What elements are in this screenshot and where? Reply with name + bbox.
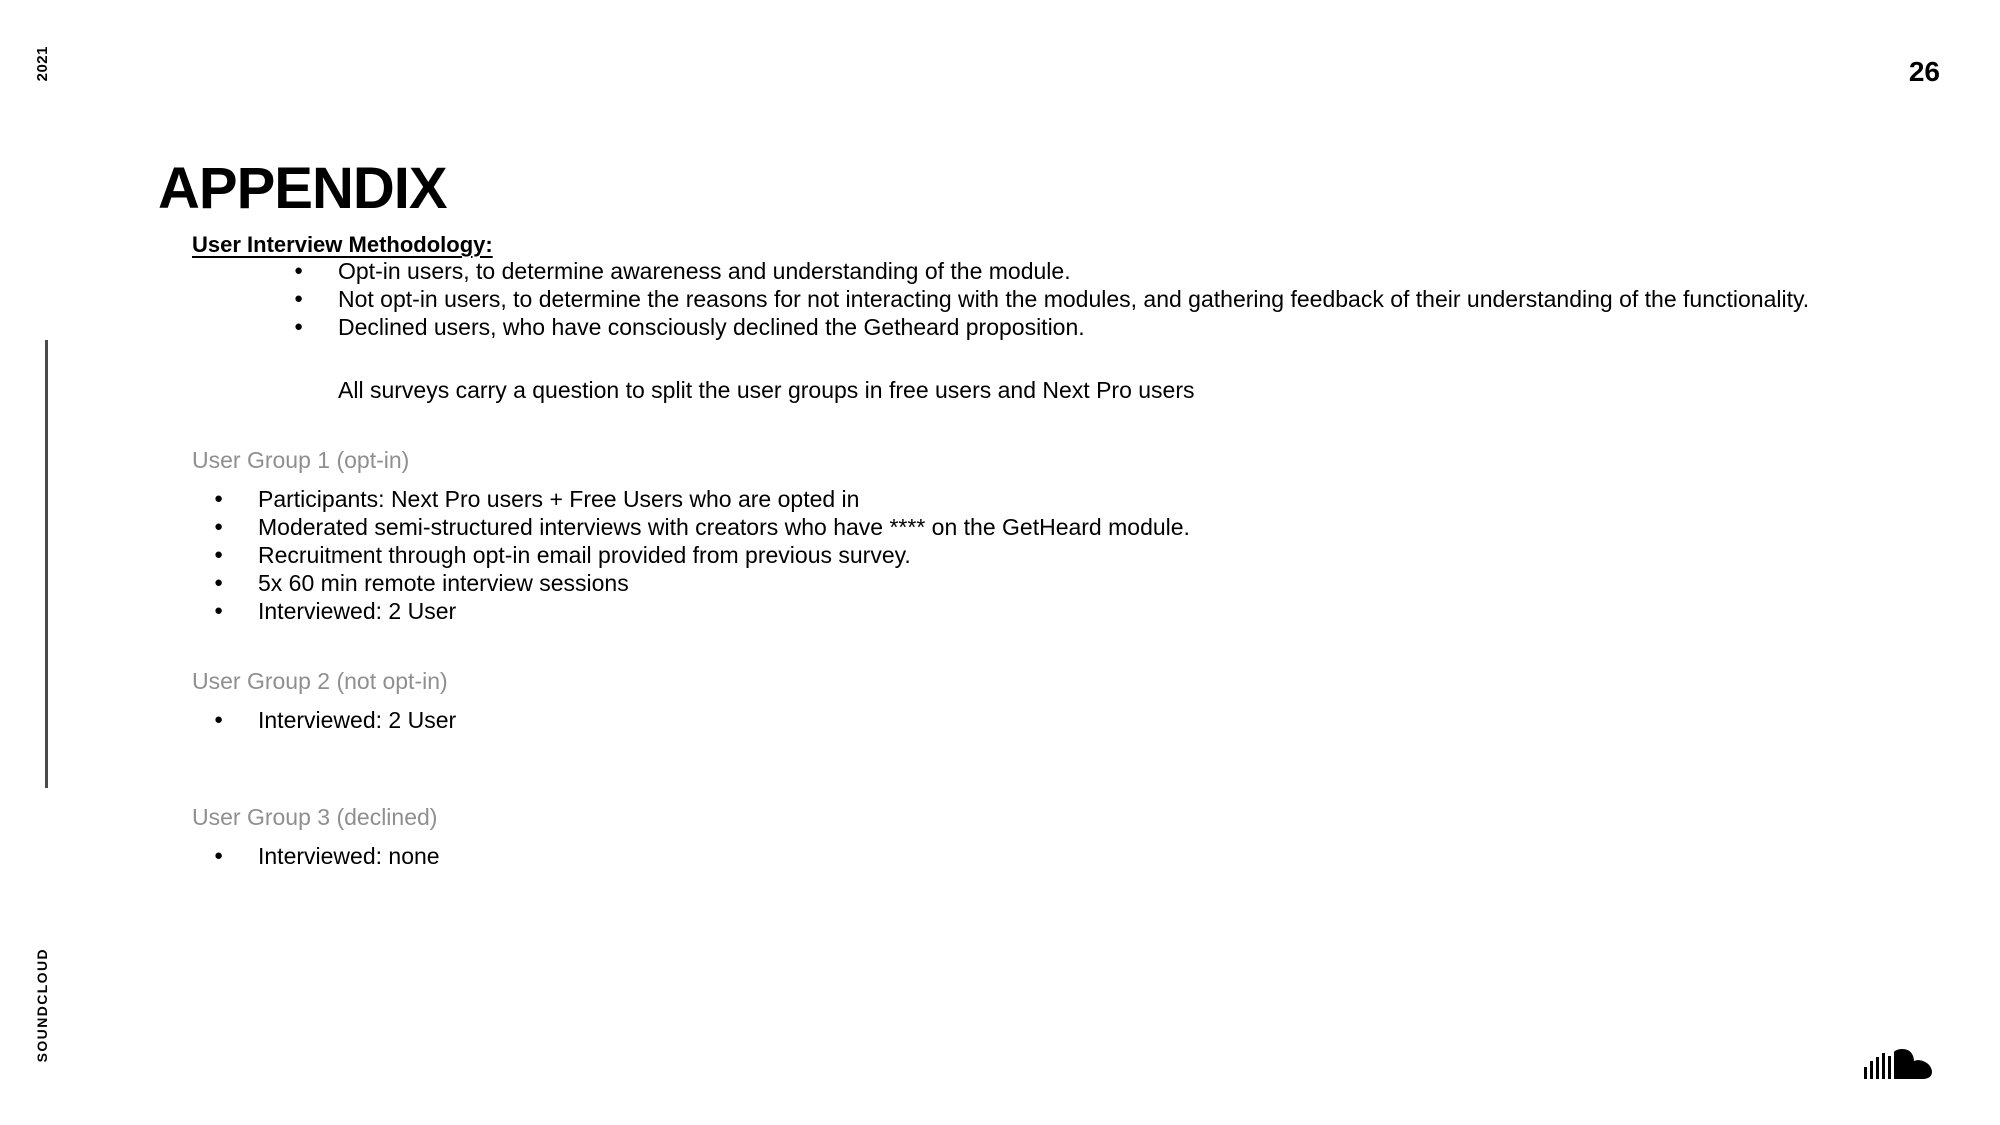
group-label-2: User Group 2 (not opt-in) bbox=[192, 667, 448, 694]
group-label-1: User Group 1 (opt-in) bbox=[192, 446, 410, 473]
slide-content bbox=[192, 232, 1892, 871]
list-item: ● Opt-in users, to determine awareness and understanding of the module. bbox=[272, 258, 1892, 285]
vertical-divider bbox=[45, 340, 48, 788]
list-item: ● Moderated semi-structured interviews with creators who have **** on the GetHeard module. bbox=[192, 514, 1892, 541]
year-marker: 2021 bbox=[34, 46, 51, 82]
brand-marker: SOUNDCLOUD bbox=[34, 948, 50, 1063]
list-item: ● Interviewed: 2 User bbox=[192, 598, 1892, 625]
list-item: ● Recruitment through opt-in email provided from previous survey. bbox=[192, 542, 1892, 569]
intro-block bbox=[272, 258, 1892, 405]
intro-bullet-list bbox=[272, 258, 1892, 341]
group-2-list bbox=[192, 707, 1892, 734]
group-label-3: User Group 3 (declined) bbox=[192, 803, 438, 830]
list-item: ● Participants: Next Pro users + Free Users who are opted in bbox=[192, 486, 1892, 513]
intro-note: All surveys carry a question to split the user groups in free users and Next Pro users bbox=[338, 377, 1195, 404]
page-number: 26 bbox=[1908, 56, 1940, 87]
group-3-list bbox=[192, 843, 1892, 870]
list-item: ● Interviewed: 2 User bbox=[192, 707, 1892, 734]
list-item: ● Declined users, who have consciously declined the Getheard proposition. bbox=[272, 314, 1892, 341]
page-title: APPENDIX bbox=[158, 155, 447, 221]
list-item: ● Not opt-in users, to determine the reasons for not interacting with the modules, and gathering feedback of their understanding of the functionality. bbox=[272, 286, 1892, 313]
section-heading: User Interview Methodology: bbox=[192, 232, 493, 257]
soundcloud-logo bbox=[1864, 1047, 1950, 1087]
list-item: ● 5x 60 min remote interview sessions bbox=[192, 570, 1892, 597]
group-1-list bbox=[192, 486, 1892, 626]
list-item: ● Interviewed: none bbox=[192, 843, 1892, 870]
